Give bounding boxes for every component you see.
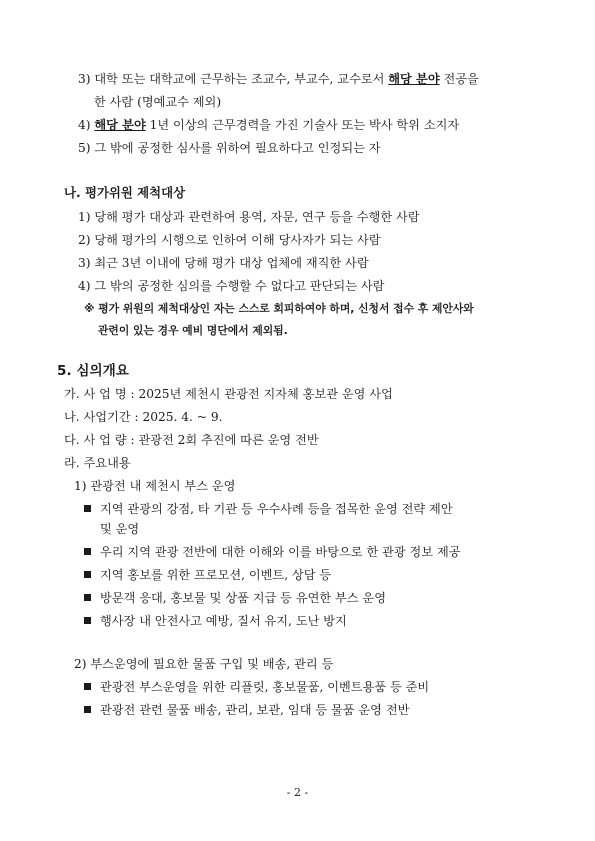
exclusion-item-2: 2) 당해 평가의 시행으로 인하여 이해 당사자가 되는 사람 bbox=[78, 233, 381, 247]
exclusion-item-1: 1) 당해 평가 대상과 관련하여 용역, 자문, 연구 등을 수행한 사람 bbox=[78, 210, 420, 224]
list-item: 방문객 응대, 홍보물 및 상품 지급 등 유연한 부스 운영 bbox=[84, 590, 386, 606]
list-item: 관광전 관련 물품 배송, 관리, 보관, 임대 등 물품 운영 전반 bbox=[84, 702, 409, 718]
subsection-2-title: 2) 부스운영에 필요한 물품 구입 및 배송, 관리 등 bbox=[74, 657, 334, 671]
exclusion-item-3: 3) 최근 3년 이내에 당해 평가 대상 업체에 재직한 사람 bbox=[78, 256, 369, 270]
square-bullet-icon bbox=[84, 594, 91, 601]
criteria-item-5: 5) 그 밖에 공정한 심사를 위하여 필요하다고 인정되는 자 bbox=[78, 141, 381, 155]
list-item: 행사장 내 안전사고 예방, 질서 유지, 도난 방지 bbox=[84, 613, 347, 629]
section-5-heading: 5. 심의개요 bbox=[57, 363, 129, 379]
exclusion-item-4: 4) 그 밖의 공정한 심의를 수행할 수 없다고 판단되는 사람 bbox=[78, 279, 385, 293]
square-bullet-icon bbox=[84, 548, 91, 555]
project-volume: 다. 사 업 량 : 관광전 2회 추진에 따른 운영 전반 bbox=[64, 433, 319, 447]
project-name: 가. 사 업 명 : 2025년 제천시 관광전 지자체 홍보관 운영 사업 bbox=[64, 387, 393, 401]
square-bullet-icon bbox=[84, 617, 91, 624]
page-number: - 2 - bbox=[286, 786, 309, 799]
section-na-heading: 나. 평가위원 제척대상 bbox=[64, 185, 186, 200]
exclusion-note-line1: ※ 평가 위원의 제척대상인 자는 스스로 회피하여야 하며, 신청서 접수 후 제안사와 bbox=[84, 302, 474, 315]
subsection-1-title: 1) 관광전 내 제천시 부스 운영 bbox=[74, 479, 236, 493]
list-item: 우리 지역 관광 전반에 대한 이해와 이를 바탕으로 한 관광 정보 제공 bbox=[84, 544, 461, 560]
square-bullet-icon bbox=[84, 683, 91, 690]
square-bullet-icon bbox=[84, 505, 91, 512]
emphasis-field: 해당 분야 bbox=[94, 118, 146, 132]
square-bullet-icon bbox=[84, 706, 91, 713]
list-item: 지역 관광의 강점, 타 기관 등 우수사례 등을 접목한 운영 전략 제안 bbox=[84, 501, 453, 517]
list-item: 관광전 부스운영을 위한 리플릿, 홍보물품, 이벤트용품 등 준비 bbox=[84, 679, 429, 695]
emphasis-field: 해당 분야 bbox=[388, 72, 440, 86]
criteria-item-3-cont: 한 사람 (명예교수 제외) bbox=[94, 95, 222, 109]
square-bullet-icon bbox=[84, 571, 91, 578]
list-item: 지역 홍보를 위한 프로모션, 이벤트, 상담 등 bbox=[84, 567, 331, 583]
list-item-cont: 및 운영 bbox=[100, 522, 140, 536]
criteria-item-4: 4) 해당 분야 1년 이상의 근무경력을 가진 기술사 또는 박사 학위 소지자 bbox=[78, 118, 460, 132]
exclusion-note-line2: 관련이 있는 경우 예비 명단에서 제외됨. bbox=[98, 324, 288, 337]
main-contents-label: 라. 주요내용 bbox=[64, 456, 131, 470]
project-period: 나. 사업기간 : 2025. 4. ~ 9. bbox=[64, 410, 223, 424]
criteria-item-3: 3) 대학 또는 대학교에 근무하는 조교수, 부교수, 교수로서 해당 분야 전공을 bbox=[78, 72, 479, 86]
